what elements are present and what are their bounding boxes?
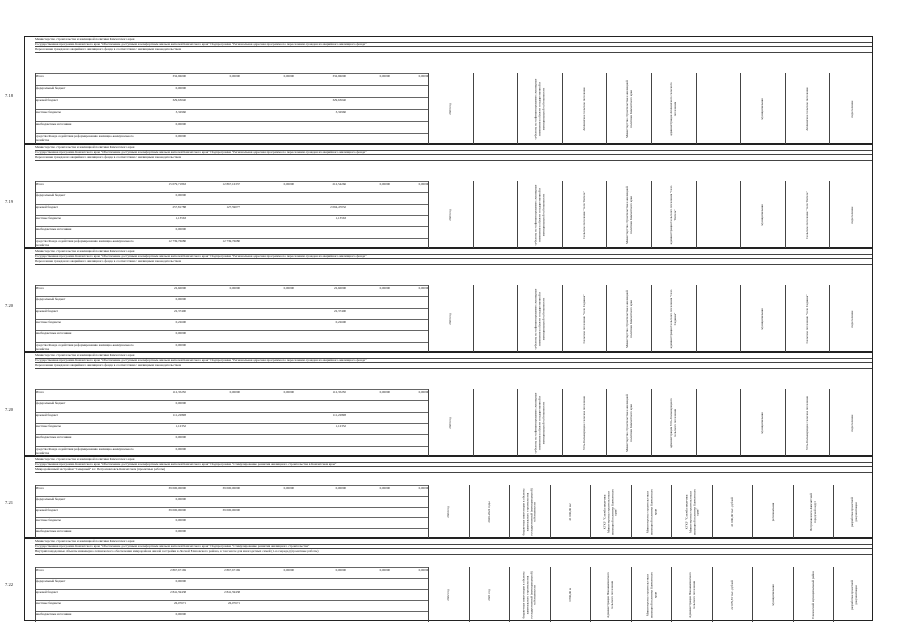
attribute-cell xyxy=(509,567,551,622)
header-separator xyxy=(35,52,872,53)
row-label: местные бюджеты xyxy=(36,424,61,428)
attribute-text: переселение xyxy=(849,206,854,224)
attribute-cell xyxy=(740,73,786,145)
attribute-text: 2023 год xyxy=(448,417,453,429)
amount-cell: 0,00000 xyxy=(229,74,240,78)
attribute-cell xyxy=(428,73,474,145)
attribute-columns xyxy=(428,567,872,622)
amount-cell: 0,00000 xyxy=(418,390,429,394)
amount-cell: 0,22600 xyxy=(335,320,346,324)
block-header-line: Государственная программа Камчатского края "Обеспечение доступным и комфортным жильем жителей Камчатского края" Подпрограмма "Региональная адресная программа по переселению граждан из аварийного жилищного фонда" xyxy=(35,357,367,362)
amount-cell: 22,37400 xyxy=(334,308,346,313)
row-label: Итого xyxy=(36,182,45,186)
block-header-line: Микрорайонный застройки "Северный" в г. Петропавловск-Камчатском (проектные работы) xyxy=(35,467,166,472)
attribute-cell xyxy=(590,567,632,622)
attribute-cell xyxy=(562,389,608,457)
financing-table xyxy=(35,285,429,353)
amount-cell: 15 079,71863 xyxy=(168,182,186,186)
row-label: средства Фонда содействия реформированию жилищно-коммунального хозяйства xyxy=(36,134,134,142)
attribute-cell xyxy=(562,181,608,249)
attribute-cell xyxy=(793,485,835,539)
amount-cell: 2 094,47032 xyxy=(330,204,346,209)
attribute-text: 2023 год xyxy=(448,313,453,325)
row-label: местные бюджеты xyxy=(36,110,61,114)
attribute-text: Администрация Новоавачинского сельского поселения xyxy=(606,571,615,618)
attribute-cell xyxy=(428,485,470,539)
attribute-cell xyxy=(517,73,563,145)
attribute-columns xyxy=(428,285,872,353)
attribute-cell xyxy=(590,485,632,539)
attribute-text: Сельское поселение "село Тигиль" xyxy=(805,191,810,239)
table-block xyxy=(5,248,873,352)
attribute-cell xyxy=(829,181,875,249)
amount-cell: 0,00000 xyxy=(379,486,390,490)
attribute-cell xyxy=(606,181,652,249)
financing-table xyxy=(35,389,429,457)
attribute-text: бюджетные инвестиции в объекты капитального строительства государственной (муниципальной) собственности xyxy=(521,488,538,536)
financing-table xyxy=(35,485,429,539)
attribute-text: администрация Усть-Большерецкого сельского поселения xyxy=(669,398,678,448)
amount-cell: 2 867,67169 xyxy=(224,568,240,572)
row-label: федеральный бюджет xyxy=(36,297,66,302)
amount-cell: 12 867,16337 xyxy=(222,182,240,186)
attribute-text: Министерство строительства и жилищной политики Камчатского края xyxy=(624,394,633,452)
row-label: федеральный бюджет xyxy=(36,496,66,501)
amount-cell: 0,00000 xyxy=(379,390,390,394)
amount-cell: 111,22898 xyxy=(172,412,186,417)
block-header-line: Министерство строительства и жилищной политики Камчатского края xyxy=(35,37,135,41)
attribute-cell xyxy=(833,485,875,539)
row-label: внебюджетные источники xyxy=(36,435,72,440)
amount-cell: 0,00000 xyxy=(175,518,186,523)
amount-cell: 1,13563 xyxy=(175,216,186,220)
amount-cell: 0,00000 xyxy=(175,342,186,347)
amount-cell: 0,00000 xyxy=(175,122,186,126)
attribute-text: муниципальная xyxy=(760,204,765,226)
amount-cell: 111,22898 xyxy=(332,412,346,417)
attribute-cell xyxy=(606,389,652,457)
row-label: краевой бюджет xyxy=(36,204,58,209)
attribute-text: Усть-Большерецкое сельское поселение xyxy=(582,395,587,451)
row-label: внебюджетные источники xyxy=(36,122,72,126)
row-label: Итого xyxy=(36,74,45,78)
attribute-cell xyxy=(469,485,511,539)
attribute-cell xyxy=(696,389,742,457)
attribute-cell xyxy=(785,73,831,145)
amount-cell: 22,37400 xyxy=(174,308,186,313)
amount-cell: 12 739,76680 xyxy=(222,238,240,243)
attribute-text: разработка проектной документации xyxy=(849,579,858,610)
attribute-cell xyxy=(712,485,754,539)
amount-cell: 0,00000 xyxy=(175,529,186,534)
attribute-columns xyxy=(428,389,872,457)
amount-cell: 0,00000 xyxy=(379,74,390,78)
amount-cell: 0,00000 xyxy=(175,193,186,198)
amount-cell: 0,00000 xyxy=(175,579,186,583)
attribute-text: Апачинское сельское поселение xyxy=(582,87,587,131)
attribute-text: Сельское поселение "село Седанка" xyxy=(582,294,587,344)
attribute-cell xyxy=(785,285,831,353)
attribute-text: КГКУ "Служба заказчика Министерства строительства и жилищной политики Камчатского края" xyxy=(683,488,700,536)
amount-cell: 0,00000 xyxy=(335,568,346,572)
amount-cell: 0,00000 xyxy=(283,568,294,572)
table-block xyxy=(5,352,873,456)
document-sheet xyxy=(5,36,873,621)
attribute-columns xyxy=(428,485,872,539)
attribute-text: администрация Апачинского сельского поселения xyxy=(669,82,678,136)
table-block xyxy=(5,36,873,144)
amount-cell: 2 841,59438 xyxy=(170,590,186,594)
amount-cell: 0,00000 xyxy=(283,286,294,290)
row-number: 7.21 xyxy=(5,499,14,505)
attribute-cell xyxy=(473,73,519,145)
attribute-text: переселение xyxy=(849,100,854,118)
row-number: 7.19 xyxy=(5,199,14,205)
attribute-cell xyxy=(517,389,563,457)
block-header-line: Министерство строительства и жилищной политики Камчатского края xyxy=(35,145,135,149)
attribute-text: Министерство строительства и жилищной политики Камчатского края xyxy=(624,186,633,244)
block-header-line: Министерство строительства и жилищной политики Камчатского края xyxy=(35,249,135,253)
amount-cell: 26,07671 xyxy=(174,601,186,605)
block-header-line: Переселение граждан из аварийного жилищного фонда в соответствии с жилищным законодательством xyxy=(35,259,182,264)
attribute-cell xyxy=(651,285,697,353)
attribute-text: Министерство строительства и жилищной политики Камчатского края xyxy=(645,488,657,536)
attribute-cell xyxy=(606,73,652,145)
attribute-cell xyxy=(651,73,697,145)
attribute-cell xyxy=(651,181,697,249)
attribute-columns xyxy=(428,181,872,249)
attribute-cell xyxy=(509,485,551,539)
amount-cell: 39 000,00000 xyxy=(222,486,240,490)
attribute-cell xyxy=(550,485,592,539)
amount-cell: 39 000,00000 xyxy=(168,486,186,490)
attribute-text: субъекты по софинансированию: жилищные изменения в области государственной и муниципальной собственности xyxy=(533,184,546,246)
financing-table xyxy=(35,181,429,249)
attribute-columns xyxy=(428,73,872,145)
row-number: 7.20 xyxy=(5,407,14,413)
block-header-line: Государственная программа Камчатского края "Обеспечение доступным и комфортным жильем жителей Камчатского края" Подпрограмма "Стимулирование развития жилищного строительства" xyxy=(35,543,310,548)
amount-cell: 0,00000 xyxy=(283,74,294,78)
row-label: Итого xyxy=(36,568,45,572)
amount-cell: 3,32960 xyxy=(175,110,186,114)
attribute-cell xyxy=(785,181,831,249)
attribute-cell xyxy=(785,389,831,457)
amount-cell: 2 841,59438 xyxy=(224,590,240,594)
attribute-cell xyxy=(833,567,875,622)
amount-cell: 22,60000 xyxy=(174,286,186,290)
amount-cell: 329,63040 xyxy=(172,98,186,102)
amount-cell: 0,00000 xyxy=(418,74,429,78)
financing-table xyxy=(35,567,429,622)
attribute-text: 41 000,00 м2 xyxy=(567,503,572,521)
row-label: внебюджетные источники xyxy=(36,529,72,534)
attribute-cell xyxy=(712,567,754,622)
row-number: 7.18 xyxy=(5,93,14,99)
row-label: федеральный бюджет xyxy=(36,401,66,406)
amount-cell: 127,59077 xyxy=(226,204,240,209)
amount-cell: 112,35250 xyxy=(172,390,186,394)
row-label: Итого xyxy=(36,486,45,490)
attribute-cell xyxy=(469,567,511,622)
amount-cell: 26,07671 xyxy=(228,601,240,605)
attribute-text: администрация Сельского поселения "село Тигиль" xyxy=(669,185,678,245)
attribute-text: Сельское поселение "село Тигиль" xyxy=(582,191,587,239)
header-separator xyxy=(35,368,872,369)
attribute-cell xyxy=(517,181,563,249)
attribute-cell xyxy=(671,567,713,622)
attribute-text: 2024 год xyxy=(446,506,451,518)
attribute-text: муниципальная xyxy=(760,412,765,434)
amount-cell: 0,00000 xyxy=(418,182,429,186)
amount-cell: 0,00000 xyxy=(418,486,429,490)
amount-cell: 0,00000 xyxy=(175,331,186,336)
row-label: местные бюджеты xyxy=(36,320,61,324)
attribute-text: муниципальная xyxy=(760,308,765,330)
attribute-cell xyxy=(562,285,608,353)
row-label: федеральный бюджет xyxy=(36,193,66,198)
row-label: местные бюджеты xyxy=(36,518,61,523)
attribute-text: КГКУ "Служба заказчика Министерства строительства и жилищной политики Камчатского края" xyxy=(602,488,619,536)
row-label: внебюджетные источники xyxy=(36,331,72,336)
attribute-cell xyxy=(696,73,742,145)
row-number: 7.22 xyxy=(5,582,14,588)
amount-cell: 0,00000 xyxy=(175,435,186,440)
amount-cell: 1,12352 xyxy=(335,424,346,428)
table-block xyxy=(5,144,873,248)
row-label: Итого xyxy=(36,390,45,394)
attribute-text: Елизовский муниципальный район xyxy=(811,570,816,619)
table-block xyxy=(5,456,873,538)
block-header-line: Государственная программа Камчатского края "Обеспечение доступным и комфортным жильем жителей Камчатского края" Подпрограмма "Региональная адресная программа по переселению граждан из аварийного жилищного фонда" xyxy=(35,41,367,46)
row-label: местные бюджеты xyxy=(36,601,61,605)
amount-cell: 0,00000 xyxy=(175,86,186,90)
attribute-text: Усть-Большерецкое сельское поселение xyxy=(805,395,810,451)
attribute-cell xyxy=(428,285,474,353)
attribute-text: 3 800,00 м xyxy=(567,587,572,602)
attribute-text: субъекты по софинансированию: жилищные изменения в области государственной и муниципальной собственности xyxy=(533,392,546,454)
block-header-line: Переселение граждан из аварийного жилищного фонда в соответствии с жилищным законодательством xyxy=(35,363,182,368)
amount-cell: 329,63040 xyxy=(332,98,346,102)
block-header-line: Переселение граждан из аварийного жилищного фонда в соответствии с жилищным законодательством xyxy=(35,47,182,52)
amount-cell: 0,00000 xyxy=(335,486,346,490)
amount-cell: 0,00000 xyxy=(379,286,390,290)
attribute-cell xyxy=(740,285,786,353)
header-separator xyxy=(35,160,872,161)
attribute-cell xyxy=(473,389,519,457)
amount-cell: 22,60000 xyxy=(334,286,346,290)
header-separator xyxy=(35,264,872,265)
attribute-cell xyxy=(428,389,474,457)
block-header-line: Переселение граждан из аварийного жилищного фонда в соответствии с жилищным законодательством xyxy=(35,155,182,160)
row-label: внебюджетные источники xyxy=(36,227,72,232)
amount-cell: 332,96000 xyxy=(332,74,346,78)
attribute-cell xyxy=(631,485,673,539)
attribute-cell xyxy=(428,181,474,249)
row-label: краевой бюджет xyxy=(36,507,58,512)
amount-cell: 112,35250 xyxy=(332,390,346,394)
attribute-cell xyxy=(752,567,794,622)
amount-cell: 12 739,76680 xyxy=(168,238,186,243)
attribute-text: переселение xyxy=(849,310,854,328)
amount-cell: 0,00000 xyxy=(229,286,240,290)
amount-cell: 0,00000 xyxy=(175,496,186,501)
amount-cell: 39 000,00000 xyxy=(222,507,240,512)
attribute-text: 2022 год xyxy=(446,588,451,601)
header-separator xyxy=(35,554,872,555)
amount-cell: 0,00000 xyxy=(283,390,294,394)
amount-cell: 0,00000 xyxy=(379,568,390,572)
attribute-text: муниципальная xyxy=(770,583,775,606)
attribute-cell xyxy=(428,567,470,622)
amount-cell: 0,00000 xyxy=(379,182,390,186)
attribute-cell xyxy=(752,485,794,539)
table-block xyxy=(5,538,873,621)
block-header-line: Внутриплощадочные объекты инженерно-технического обеспечения микрорайона жилой застройки в Лесной Елизовского района, в том числе для многодетных семей (1-я очередь) (проектные работы) xyxy=(35,549,319,554)
header-separator xyxy=(35,472,872,473)
attribute-text: 41 000,00 тыс. рублей xyxy=(730,497,735,527)
amount-cell: 0,00000 xyxy=(175,401,186,406)
table-row xyxy=(36,611,429,623)
block-header-line: Государственная программа Камчатского края "Обеспечение доступным и комфортным жильем жителей Камчатского края" Подпрограмма "Стимулирование развития жилищного строительства в Камчатском крае" xyxy=(35,461,337,466)
amount-cell: 3,32960 xyxy=(335,110,346,114)
amount-cell: 212,54266 xyxy=(332,182,346,186)
amount-cell: 0,00000 xyxy=(175,134,186,138)
attribute-text: Администрация Новоавачинского сельского поселения xyxy=(687,571,696,618)
row-label: федеральный бюджет xyxy=(36,86,66,90)
attribute-cell xyxy=(651,389,697,457)
attribute-cell xyxy=(562,73,608,145)
attribute-text: переселение xyxy=(849,414,854,432)
attribute-text: Министерство строительства и жилищной политики Камчатского края xyxy=(624,290,633,348)
attribute-text: субъекты по софинансированию: жилищные изменения в области государственной и муниципальной собственности xyxy=(533,288,546,350)
attribute-text: Петропавловск-Камчатский городской округ xyxy=(809,493,818,531)
row-label: местные бюджеты xyxy=(36,216,61,220)
attribute-text: бюджетные инвестиции в объекты капитального строительства государственной (муниципальной) собственности xyxy=(521,570,538,619)
attribute-text: муниципальная xyxy=(760,98,765,120)
attribute-cell xyxy=(473,285,519,353)
row-label: краевой бюджет xyxy=(36,308,58,313)
amount-cell: 0,00000 xyxy=(283,486,294,490)
amount-cell: 1,13563 xyxy=(335,216,346,220)
attribute-text: региональная xyxy=(770,502,775,522)
attribute-cell xyxy=(473,181,519,249)
attribute-text: субъекты по софинансированию: жилищные изменения в области государственной и муниципальной собственности xyxy=(533,78,546,140)
attribute-cell xyxy=(606,285,652,353)
attribute-text: 2020-2024 годы xyxy=(486,501,491,523)
row-label: Итого xyxy=(36,286,45,290)
row-label: краевой бюджет xyxy=(36,590,58,594)
attribute-cell xyxy=(829,389,875,457)
attribute-text: Министерство строительства и жилищной политики Камчатского края xyxy=(645,571,657,618)
attribute-cell xyxy=(829,73,875,145)
attribute-cell xyxy=(631,567,673,622)
block-header-line: Государственная программа Камчатского края "Обеспечение доступным и комфортным жильем жителей Камчатского края" Подпрограмма "Региональная адресная программа по переселению граждан из аварийного жилищного фонда" xyxy=(35,253,367,258)
amount-cell: 257,81788 xyxy=(172,204,186,209)
attribute-cell xyxy=(550,567,592,622)
attribute-cell xyxy=(696,285,742,353)
amount-cell: 0,00000 xyxy=(175,612,186,616)
row-label: федеральный бюджет xyxy=(36,579,66,583)
attribute-text: Сельское поселение "село Седанка" xyxy=(805,294,810,344)
amount-cell: 0,00000 xyxy=(175,297,186,302)
amount-cell: 0,00000 xyxy=(175,446,186,451)
amount-cell: 2 867,67169 xyxy=(170,568,186,572)
attribute-cell xyxy=(793,567,835,622)
financing-table xyxy=(35,73,429,145)
attribute-text: Апачинское сельское поселение xyxy=(805,87,810,131)
amount-cell: 0,00000 xyxy=(229,390,240,394)
row-label: средства Фонда содействия реформированию жилищно-коммунального хозяйства xyxy=(36,446,134,455)
amount-cell: 1,12352 xyxy=(175,424,186,428)
attribute-cell xyxy=(517,285,563,353)
block-header-line: Государственная программа Камчатского края "Обеспечение доступным и комфортным жильем жителей Камчатского края" Подпрограмма "Региональная адресная программа по переселению граждан из аварийного жилищного фонда" xyxy=(35,149,367,154)
attribute-text: разработка проектной документации xyxy=(849,497,858,527)
amount-cell: 0,00000 xyxy=(418,286,429,290)
attribute-text: 2023 год xyxy=(448,103,453,115)
attribute-cell xyxy=(829,285,875,353)
attribute-text: 2023 год xyxy=(448,209,453,221)
amount-cell: 0,00000 xyxy=(283,182,294,186)
attribute-cell xyxy=(696,181,742,249)
block-header-line: Министерство строительства и жилищной политики Камчатского края xyxy=(35,539,135,543)
amount-cell: 0,00000 xyxy=(175,227,186,232)
attribute-cell xyxy=(740,181,786,249)
amount-cell: 332,96000 xyxy=(172,74,186,78)
row-label: средства Фонда содействия реформированию жилищно-коммунального хозяйства xyxy=(36,342,134,351)
row-label: краевой бюджет xyxy=(36,412,58,417)
attribute-text: 2021 год xyxy=(486,588,491,601)
row-label: краевой бюджет xyxy=(36,98,58,102)
attribute-text: Министерство строительства и жилищной политики Камчатского края xyxy=(624,80,633,138)
amount-cell: 0,22600 xyxy=(175,320,186,324)
attribute-cell xyxy=(671,485,713,539)
attribute-text: администрация Сельского поселения "село Седанка" xyxy=(669,289,678,349)
row-number: 7.20 xyxy=(5,303,14,309)
block-header-line: Министерство строительства и жилищной политики Камчатского края xyxy=(35,457,135,461)
block-header-line: Министерство строительства и жилищной политики Камчатского края xyxy=(35,353,135,357)
amount-cell: 39 000,00000 xyxy=(168,507,186,512)
attribute-cell xyxy=(740,389,786,457)
row-label: внебюджетные источники xyxy=(36,612,72,616)
amount-cell: 0,00000 xyxy=(418,568,429,572)
row-label: средства Фонда содействия реформированию жилищно-коммунального хозяйства xyxy=(36,238,134,247)
attribute-text: 22 079,81 тыс. рублей xyxy=(730,579,735,610)
